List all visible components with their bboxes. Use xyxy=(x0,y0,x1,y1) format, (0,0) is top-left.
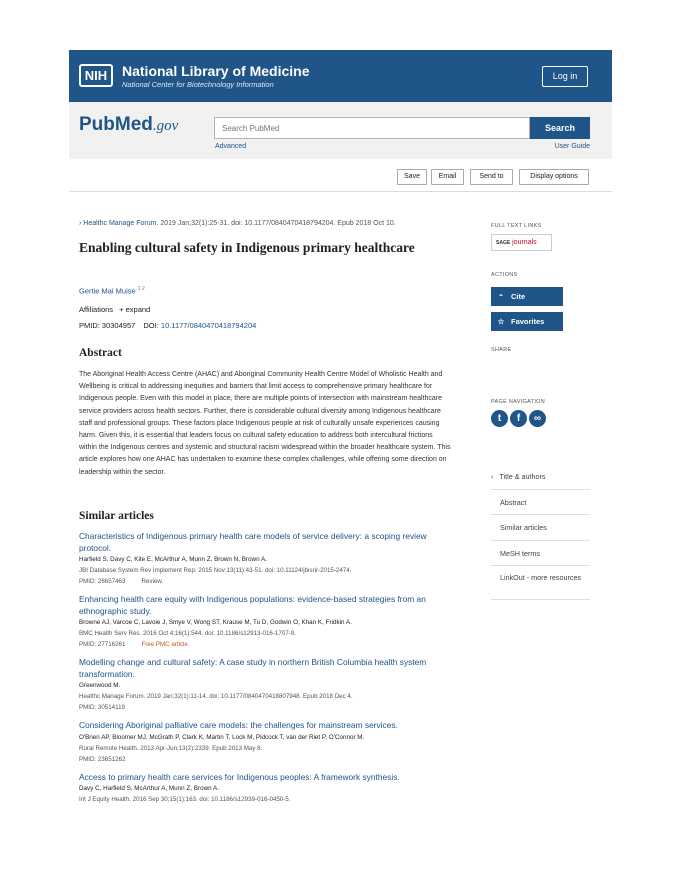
abstract-heading: Abstract xyxy=(79,347,122,359)
similar-article xyxy=(79,657,454,713)
favorites-button[interactable] xyxy=(491,312,563,331)
share-label: SHARE xyxy=(491,347,512,353)
toolbar-divider xyxy=(69,191,612,192)
nav-mesh-terms[interactable]: MeSH terms xyxy=(491,541,590,567)
pubmed-logo-main: PubMed xyxy=(79,114,153,135)
citation-text: . 2019 Jan;32(1):25-31. doi: 10.1177/0840470418794204. Epub 2018 Oct 10. xyxy=(156,220,396,227)
similar-article-title[interactable]: Considering Aboriginal palliative care models: the challenges for mainstream services. xyxy=(79,720,398,730)
similar-article-title[interactable]: Access to primary health care services for Indigenous peoples: A framework synthesis. xyxy=(79,771,400,782)
similar-article-authors: O'Brien AP, Bloomer MJ, McGrath P, Clark K, Martin T, Lock M, Pidcock T, van der Riet P, O'Connor M. xyxy=(79,733,365,741)
similar-article-authors: Harfield S, Davy C, Kite E, McArthur A, Munn Z, Brown N, Brown A. xyxy=(79,556,267,563)
star-icon: ☆ xyxy=(497,317,505,326)
nlm-title[interactable]: National Library of Medicine xyxy=(122,63,310,79)
page-navigation-label: PAGE NAVIGATION xyxy=(491,399,546,405)
actions-label: ACTIONS xyxy=(491,272,518,278)
twitter-icon[interactable]: t xyxy=(491,410,508,427)
send-to-button[interactable]: Send to xyxy=(470,169,513,185)
similar-article-authors: Greenwood M. xyxy=(79,682,121,689)
chevron-left-icon: ‹ xyxy=(491,472,494,481)
nav-linkout[interactable]: LinkOut - more resources xyxy=(491,566,590,600)
nav-abstract[interactable]: Abstract xyxy=(491,490,590,516)
search-band xyxy=(69,102,612,159)
chevron-right-icon: › xyxy=(79,220,82,227)
search-input[interactable] xyxy=(214,117,530,139)
page xyxy=(69,50,612,838)
similar-article xyxy=(79,772,454,806)
facebook-icon[interactable]: f xyxy=(510,410,527,427)
similar-article-title[interactable]: Characteristics of Indigenous primary health care models of service delivery: a scoping review protocol. xyxy=(79,531,427,553)
email-button[interactable]: Email xyxy=(431,169,464,185)
similar-article-citation: Healthc Manage Forum. 2019 Jan;32(1):11-14. doi: 10.1177/0840470418807948. Epub 2018 Dec 4. xyxy=(79,693,353,700)
quote-icon: “ xyxy=(499,292,503,301)
ncbi-subtitle: National Center for Biotechnology Information xyxy=(122,80,274,89)
page-navigation xyxy=(491,464,590,600)
doi-label: DOI: xyxy=(143,321,159,330)
cite-button[interactable] xyxy=(491,287,563,306)
search-button[interactable]: Search xyxy=(530,117,590,139)
identifiers-row xyxy=(79,321,256,330)
favorites-label: Favorites xyxy=(511,317,545,326)
author-affiliation-numbers[interactable]: 1 2 xyxy=(137,286,145,292)
pmid: PMID: 30304957 xyxy=(79,321,136,330)
journal-citation xyxy=(79,220,396,227)
sage-prefix: SAGE xyxy=(496,240,511,246)
similar-article xyxy=(79,720,454,765)
free-pmc-badge: Free PMC article. xyxy=(141,641,190,648)
nav-title-authors-label: Title & authors xyxy=(499,472,546,481)
similar-article-citation: JBI Database System Rev Implement Rep. 2015 Nov;13(11):43-51. doi: 10.11124/jbisrir-2015-2474. xyxy=(79,567,352,574)
similar-article-citation: Rural Remote Health. 2013 Apr-Jun;13(2):2339. Epub 2013 May 8. xyxy=(79,744,263,752)
permalink-icon[interactable]: ∞ xyxy=(529,410,546,427)
plus-icon: + xyxy=(119,305,124,314)
article-title: Enabling cultural safety in Indigenous primary healthcare xyxy=(79,240,415,255)
pubmed-logo-suffix: .gov xyxy=(152,118,179,134)
abstract-text: The Aboriginal Health Access Centre (AHAC) and Aboriginal Community Health Centre Model of Wholistic Health and Wellbeing is critical to addressing inequities and barriers that limit access to comprehensive primary healthcare for Indigenous people. Even with this model in place, there are multiple points of intersection with mainstream healthcare service providers across health sectors. Further, there is considerable cultural diversity among Indigenous healthcare staff and professional groups. These factors place Indigenous people at risk of culturally unsafe experiences causing harm. Given this, it is essential that leaders focus on cultural safety education to address both intercultural frictions within the Indigenous centres and systemic and structural racism widespread within the broader healthcare system. This article explores how one AHAC has undertaken to examine these complex challenges, while offering some direction on leadership within the sector. xyxy=(79,371,451,476)
author-link[interactable]: Gertie Mai Muise xyxy=(79,286,136,296)
similar-article-citation: BMC Health Serv Res. 2016 Oct 4;16(1):544. doi: 10.1186/s12913-016-1707-9. xyxy=(79,630,296,637)
nav-similar-articles[interactable]: Similar articles xyxy=(491,515,590,541)
similar-article-pmid: PMID: 23651262 xyxy=(79,755,126,763)
similar-article-authors: Browne AJ, Varcoe C, Lavoie J, Smye V, Wong ST, Krause M, Tu D, Godwin O, Khan K, Fridkin A. xyxy=(79,619,352,626)
author-line xyxy=(79,286,145,296)
affiliations-label: Affiliations xyxy=(79,305,114,314)
similar-articles-heading: Similar articles xyxy=(79,510,154,522)
login-button[interactable]: Log in xyxy=(542,66,588,87)
expand-label: expand xyxy=(125,305,151,314)
similar-article-pmid-row xyxy=(79,754,454,765)
similar-article-title[interactable]: Modelling change and cultural safety: A case study in northern British Columbia health system transformation. xyxy=(79,657,427,679)
similar-article-authors: Davy C, Harfield S, McArthur A, Munn Z, Brown A. xyxy=(79,785,219,792)
expand-toggle[interactable] xyxy=(115,305,150,314)
doi-link[interactable]: 10.1177/0840470418794204 xyxy=(160,321,257,330)
journal-link[interactable]: Healthc Manage Forum xyxy=(83,220,157,227)
similar-article-title[interactable]: Enhancing health care equity with Indigenous populations: evidence-based strategies from an ethnographic study. xyxy=(79,594,426,616)
user-guide-link[interactable]: User Guide xyxy=(554,143,590,150)
full-text-links-label: FULL TEXT LINKS xyxy=(491,223,542,229)
nih-logo[interactable]: NIH xyxy=(79,64,113,87)
sage-journals-link[interactable] xyxy=(491,234,552,251)
display-options-button[interactable]: Display options xyxy=(519,169,589,185)
share-buttons xyxy=(491,410,551,428)
article-type-badge: Review. xyxy=(141,578,164,585)
sage-journals-label: journals xyxy=(512,239,537,246)
nih-header xyxy=(69,50,612,102)
similar-article xyxy=(79,594,454,650)
similar-article-pmid: PMID: 27716261 xyxy=(79,641,126,648)
similar-article-pmid: PMID: 26657463 xyxy=(79,578,126,585)
affiliations-row xyxy=(79,305,150,314)
save-button[interactable]: Save xyxy=(397,169,427,185)
similar-article-pmid-row xyxy=(79,702,454,713)
advanced-search-link[interactable]: Advanced xyxy=(215,143,247,150)
similar-article xyxy=(79,531,454,587)
similar-article-pmid: PMID: 30514119 xyxy=(79,704,125,711)
similar-article-citation: Int J Equity Health. 2016 Sep 30;15(1):163. doi: 10.1186/s12939-016-0450-5. xyxy=(79,796,291,803)
similar-article-pmid-row xyxy=(79,576,454,587)
nav-title-authors[interactable] xyxy=(491,464,590,490)
cite-label: Cite xyxy=(511,292,526,301)
similar-articles-list xyxy=(79,531,454,812)
similar-article-pmid-row xyxy=(79,639,454,650)
pubmed-logo[interactable] xyxy=(79,114,178,136)
